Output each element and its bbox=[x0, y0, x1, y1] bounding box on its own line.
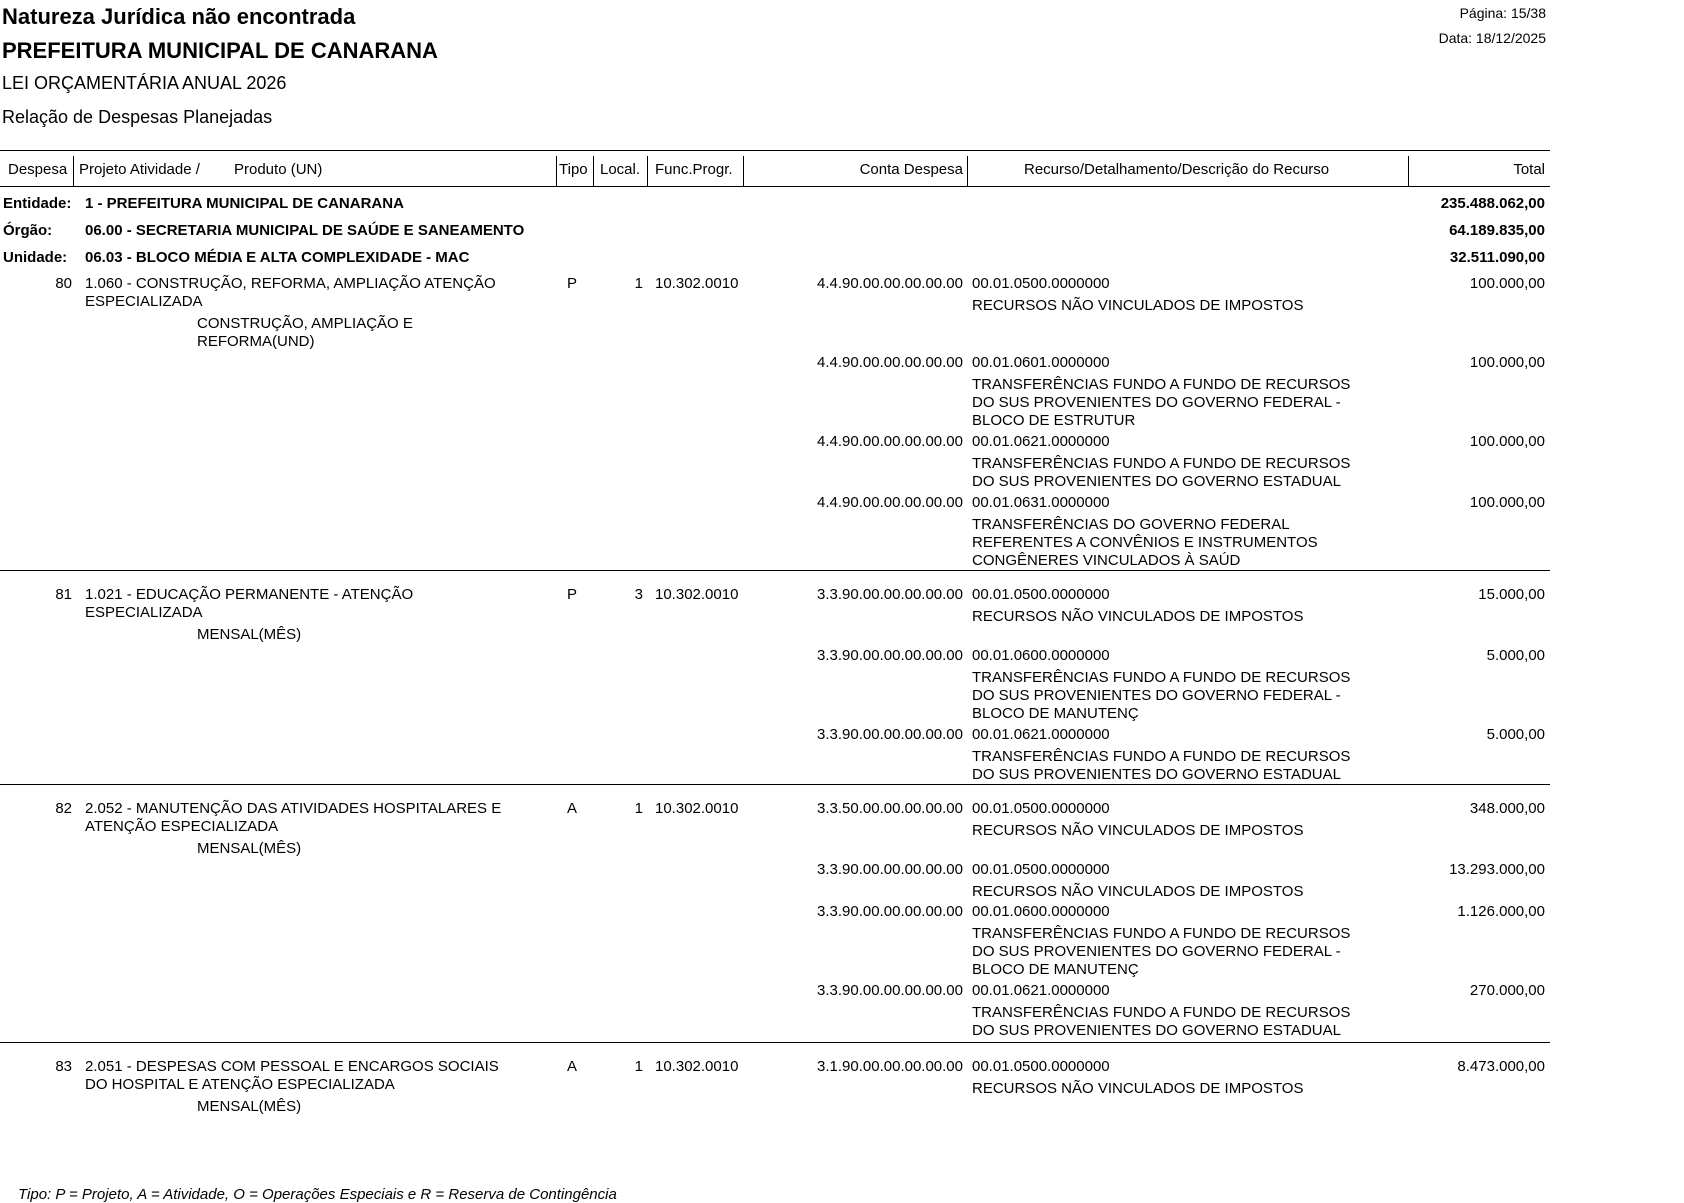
col-projeto: Projeto Atividade / bbox=[79, 161, 200, 178]
local-value: 3 bbox=[634, 586, 643, 603]
project-activity bbox=[85, 275, 496, 311]
func-progr-value: 10.302.0010 bbox=[655, 586, 739, 603]
item-separator bbox=[0, 784, 1550, 785]
conta-despesa: 4.4.90.00.00.00.00.00 bbox=[817, 354, 963, 371]
project-activity-line: 1.021 - EDUCAÇÃO PERMANENTE - ATENÇÃO bbox=[85, 586, 414, 603]
column-divider bbox=[556, 156, 557, 186]
product-unit bbox=[197, 626, 301, 644]
recurso-description bbox=[972, 883, 1303, 901]
product-unit bbox=[197, 840, 301, 858]
recurso-description-line: TRANSFERÊNCIAS FUNDO A FUNDO DE RECURSOS bbox=[972, 748, 1351, 765]
tipo-value: P bbox=[567, 586, 578, 603]
line-total: 8.473.000,00 bbox=[1457, 1058, 1545, 1075]
conta-despesa: 4.4.90.00.00.00.00.00 bbox=[817, 494, 963, 511]
recurso-description-line: TRANSFERÊNCIAS FUNDO A FUNDO DE RECURSOS bbox=[972, 376, 1351, 393]
project-activity bbox=[85, 1058, 499, 1094]
orgao-name: 06.00 - SECRETARIA MUNICIPAL DE SAÚDE E SANEAMENTO bbox=[85, 222, 525, 239]
func-progr-value: 10.302.0010 bbox=[655, 1058, 739, 1075]
product-unit-line: REFORMA(UND) bbox=[197, 333, 315, 350]
item-separator bbox=[0, 570, 1550, 571]
column-divider bbox=[967, 156, 968, 186]
col-recurso: Recurso/Detalhamento/Descrição do Recurso bbox=[1024, 161, 1330, 178]
line-total: 100.000,00 bbox=[1469, 275, 1545, 292]
entidade-total: 235.488.062,00 bbox=[1440, 195, 1545, 212]
recurso-description-line: RECURSOS NÃO VINCULADOS DE IMPOSTOS bbox=[972, 297, 1304, 314]
project-activity-line: 1.060 - CONSTRUÇÃO, REFORMA, AMPLIAÇÃO ATENÇÃO bbox=[85, 275, 496, 292]
recurso-description bbox=[972, 1080, 1303, 1098]
report-title: Relação de Despesas Planejadas bbox=[2, 107, 273, 127]
despesa-number: 83 bbox=[55, 1058, 72, 1075]
recurso-description bbox=[972, 608, 1303, 626]
recurso-description-line: TRANSFERÊNCIAS FUNDO A FUNDO DE RECURSOS bbox=[972, 669, 1351, 686]
project-activity bbox=[85, 800, 501, 836]
project-activity bbox=[85, 586, 413, 622]
line-total: 100.000,00 bbox=[1469, 494, 1545, 511]
column-divider bbox=[593, 156, 594, 186]
func-progr-value: 10.302.0010 bbox=[655, 275, 739, 292]
col-tipo: Tipo bbox=[559, 161, 588, 178]
recurso-code: 00.01.0500.0000000 bbox=[972, 1058, 1110, 1075]
local-value: 1 bbox=[634, 800, 643, 817]
recurso-description-line: CONGÊNERES VINCULADOS À SAÚD bbox=[972, 552, 1241, 569]
unidade-name: 06.03 - BLOCO MÉDIA E ALTA COMPLEXIDADE - MAC bbox=[85, 249, 470, 266]
recurso-description bbox=[972, 516, 1318, 570]
product-unit-line: CONSTRUÇÃO, AMPLIAÇÃO E bbox=[197, 315, 413, 332]
recurso-code: 00.01.0600.0000000 bbox=[972, 903, 1110, 920]
conta-despesa: 3.3.90.00.00.00.00.00 bbox=[817, 586, 963, 603]
project-activity-line: ESPECIALIZADA bbox=[85, 293, 203, 310]
recurso-description bbox=[972, 822, 1303, 840]
tipo-value: P bbox=[567, 275, 578, 292]
project-activity-line: 2.051 - DESPESAS COM PESSOAL E ENCARGOS SOCIAIS bbox=[85, 1058, 499, 1075]
project-activity-line: ATENÇÃO ESPECIALIZADA bbox=[85, 818, 279, 835]
line-total: 13.293.000,00 bbox=[1449, 861, 1545, 878]
tipo-value: A bbox=[567, 1058, 578, 1075]
table-header-top-rule bbox=[0, 150, 1550, 151]
recurso-code: 00.01.0621.0000000 bbox=[972, 726, 1110, 743]
recurso-description-line: RECURSOS NÃO VINCULADOS DE IMPOSTOS bbox=[972, 1080, 1304, 1097]
recurso-description-line: DO SUS PROVENIENTES DO GOVERNO FEDERAL - bbox=[972, 394, 1341, 411]
recurso-code: 00.01.0631.0000000 bbox=[972, 494, 1110, 511]
product-unit-line: MENSAL(MÊS) bbox=[197, 626, 302, 643]
recurso-description bbox=[972, 376, 1350, 430]
entidade-label: Entidade: bbox=[3, 195, 72, 212]
project-activity-line: ESPECIALIZADA bbox=[85, 604, 203, 621]
project-activity-line: 2.052 - MANUTENÇÃO DAS ATIVIDADES HOSPITALARES E bbox=[85, 800, 502, 817]
table-header-bottom-rule bbox=[0, 186, 1550, 187]
conta-despesa: 3.1.90.00.00.00.00.00 bbox=[817, 1058, 963, 1075]
product-unit-line: MENSAL(MÊS) bbox=[197, 1098, 302, 1115]
entidade-name: 1 - PREFEITURA MUNICIPAL DE CANARANA bbox=[85, 195, 404, 212]
despesa-number: 81 bbox=[55, 586, 72, 603]
col-func: Func.Progr. bbox=[655, 161, 733, 178]
recurso-description-line: RECURSOS NÃO VINCULADOS DE IMPOSTOS bbox=[972, 608, 1304, 625]
col-total: Total bbox=[1513, 161, 1545, 178]
recurso-description-line: BLOCO DE MANUTENÇ bbox=[972, 961, 1139, 978]
col-local: Local. bbox=[600, 161, 641, 178]
local-value: 1 bbox=[634, 1058, 643, 1075]
unidade-total: 32.511.090,00 bbox=[1449, 249, 1545, 266]
conta-despesa: 3.3.90.00.00.00.00.00 bbox=[817, 903, 963, 920]
line-total: 1.126.000,00 bbox=[1457, 903, 1545, 920]
conta-despesa: 3.3.90.00.00.00.00.00 bbox=[817, 647, 963, 664]
column-divider bbox=[73, 156, 74, 186]
law-title: LEI ORÇAMENTÁRIA ANUAL 2026 bbox=[2, 73, 287, 93]
recurso-description bbox=[972, 1004, 1350, 1040]
recurso-code: 00.01.0500.0000000 bbox=[972, 800, 1110, 817]
line-total: 270.000,00 bbox=[1469, 982, 1545, 999]
unidade-label: Unidade: bbox=[3, 249, 68, 266]
conta-despesa: 3.3.90.00.00.00.00.00 bbox=[817, 982, 963, 999]
recurso-code: 00.01.0601.0000000 bbox=[972, 354, 1110, 371]
conta-despesa: 3.3.90.00.00.00.00.00 bbox=[817, 861, 963, 878]
recurso-description-line: TRANSFERÊNCIAS DO GOVERNO FEDERAL bbox=[972, 516, 1290, 533]
recurso-description-line: DO SUS PROVENIENTES DO GOVERNO ESTADUAL bbox=[972, 1022, 1341, 1039]
local-value: 1 bbox=[634, 275, 643, 292]
tipo-value: A bbox=[567, 800, 578, 817]
report-date: Data: 18/12/2025 bbox=[1438, 30, 1546, 46]
orgao-label: Órgão: bbox=[3, 222, 53, 239]
recurso-description bbox=[972, 455, 1350, 491]
line-total: 348.000,00 bbox=[1469, 800, 1545, 817]
item-separator bbox=[0, 1042, 1550, 1043]
line-total: 5.000,00 bbox=[1486, 647, 1545, 664]
line-total: 100.000,00 bbox=[1469, 354, 1545, 371]
recurso-code: 00.01.0600.0000000 bbox=[972, 647, 1110, 664]
col-despesa: Despesa bbox=[8, 161, 68, 178]
recurso-description-line: DO SUS PROVENIENTES DO GOVERNO ESTADUAL bbox=[972, 766, 1341, 783]
col-produto: Produto (UN) bbox=[234, 161, 323, 178]
recurso-code: 00.01.0621.0000000 bbox=[972, 433, 1110, 450]
recurso-description-line: DO SUS PROVENIENTES DO GOVERNO FEDERAL - bbox=[972, 687, 1341, 704]
product-unit bbox=[197, 315, 413, 351]
despesa-number: 82 bbox=[55, 800, 72, 817]
recurso-description-line: DO SUS PROVENIENTES DO GOVERNO FEDERAL - bbox=[972, 943, 1341, 960]
func-progr-value: 10.302.0010 bbox=[655, 800, 739, 817]
recurso-description-line: BLOCO DE MANUTENÇ bbox=[972, 705, 1139, 722]
recurso-description bbox=[972, 297, 1303, 315]
recurso-description-line: REFERENTES A CONVÊNIOS E INSTRUMENTOS bbox=[972, 534, 1318, 551]
recurso-description bbox=[972, 925, 1350, 979]
conta-despesa: 3.3.50.00.00.00.00.00 bbox=[817, 800, 963, 817]
recurso-description-line: TRANSFERÊNCIAS FUNDO A FUNDO DE RECURSOS bbox=[972, 1004, 1351, 1021]
product-unit-line: MENSAL(MÊS) bbox=[197, 840, 302, 857]
page-number: Página: 15/38 bbox=[1459, 5, 1546, 21]
line-total: 15.000,00 bbox=[1478, 586, 1545, 603]
recurso-code: 00.01.0500.0000000 bbox=[972, 861, 1110, 878]
recurso-description-line: RECURSOS NÃO VINCULADOS DE IMPOSTOS bbox=[972, 883, 1304, 900]
recurso-description-line: RECURSOS NÃO VINCULADOS DE IMPOSTOS bbox=[972, 822, 1304, 839]
orgao-total: 64.189.835,00 bbox=[1449, 222, 1545, 239]
recurso-description-line: DO SUS PROVENIENTES DO GOVERNO ESTADUAL bbox=[972, 473, 1341, 490]
recurso-code: 00.01.0500.0000000 bbox=[972, 275, 1110, 292]
footer-legend: Tipo: P = Projeto, A = Atividade, O = Operações Especiais e R = Reserva de Contingência bbox=[18, 1186, 617, 1203]
line-total: 100.000,00 bbox=[1469, 433, 1545, 450]
conta-despesa: 4.4.90.00.00.00.00.00 bbox=[817, 275, 963, 292]
recurso-description-line: BLOCO DE ESTRUTUR bbox=[972, 412, 1136, 429]
recurso-description bbox=[972, 669, 1350, 723]
document-title: Natureza Jurídica não encontrada bbox=[2, 4, 356, 29]
column-divider bbox=[647, 156, 648, 186]
product-unit bbox=[197, 1098, 301, 1116]
recurso-description-line: TRANSFERÊNCIAS FUNDO A FUNDO DE RECURSOS bbox=[972, 925, 1351, 942]
conta-despesa: 3.3.90.00.00.00.00.00 bbox=[817, 726, 963, 743]
recurso-description-line: TRANSFERÊNCIAS FUNDO A FUNDO DE RECURSOS bbox=[972, 455, 1351, 472]
recurso-code: 00.01.0500.0000000 bbox=[972, 586, 1110, 603]
col-conta: Conta Despesa bbox=[859, 161, 963, 178]
recurso-description bbox=[972, 748, 1350, 784]
municipality-title: PREFEITURA MUNICIPAL DE CANARANA bbox=[2, 38, 438, 63]
despesa-number: 80 bbox=[55, 275, 72, 292]
recurso-code: 00.01.0621.0000000 bbox=[972, 982, 1110, 999]
conta-despesa: 4.4.90.00.00.00.00.00 bbox=[817, 433, 963, 450]
project-activity-line: DO HOSPITAL E ATENÇÃO ESPECIALIZADA bbox=[85, 1076, 395, 1093]
line-total: 5.000,00 bbox=[1486, 726, 1545, 743]
